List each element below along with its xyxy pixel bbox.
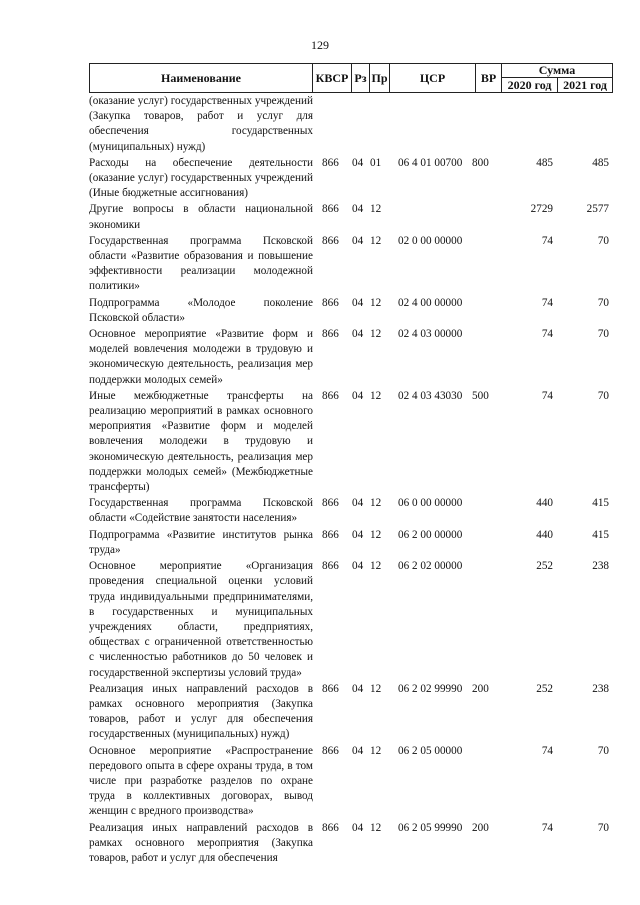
row-sum-2021: 70: [597, 328, 609, 341]
row-csr: 06 2 00 00000: [398, 528, 463, 541]
row-pr: 12: [370, 497, 382, 510]
row-rz: 04: [352, 497, 364, 510]
row-rz: 04: [352, 821, 364, 834]
table-row: [89, 202, 613, 232]
row-kvsr: 866: [322, 234, 339, 247]
row-rz: 04: [352, 744, 364, 757]
row-pr: 12: [370, 203, 382, 216]
row-sum-2020: 485: [536, 156, 553, 169]
row-sum-2021: 415: [592, 497, 609, 510]
row-sum-2021: 238: [592, 560, 609, 573]
row-name: Иные межбюджетные трансферты на реализацию мероприятий в рамках основного мероприятия «Развитие форм и моделей вовлечения молодежи в трудовую и экономическую деятельность, реализация мер поддержки молодых семей» (Межбюджетные трансферты): [89, 389, 313, 494]
row-kvsr: 866: [322, 156, 339, 169]
row-csr: 06 2 02 00000: [398, 560, 463, 573]
row-rz: 04: [352, 682, 364, 695]
table-row: [89, 821, 613, 867]
row-sum-2021: 70: [597, 744, 609, 757]
row-sum-2021: 2577: [586, 203, 609, 216]
row-pr: 12: [370, 296, 382, 309]
header-year-2021: 2021 год: [563, 77, 607, 92]
row-csr: 06 2 05 00000: [398, 744, 463, 757]
row-name: Основное мероприятие «Распространение передового опыта в сфере охраны труда, в том числе при разработке разделов по охране труда в коллективных договорах, вывод женщин с вредного производства»: [89, 744, 313, 818]
row-name: Реализация иных направлений расходов в рамках основного мероприятия (Закупка товаров, работ и услуг для обеспечения государственных (муниципальных) нужд): [89, 682, 313, 741]
row-sum-2020: 252: [536, 560, 553, 573]
row-sum-2021: 238: [592, 682, 609, 695]
row-pr: 12: [370, 389, 382, 402]
row-sum-2021: 485: [592, 156, 609, 169]
row-kvsr: 866: [322, 560, 339, 573]
row-csr: 06 2 02 99990: [398, 682, 463, 695]
row-csr: 06 4 01 00700: [398, 156, 463, 169]
table-row: [89, 496, 613, 526]
row-rz: 04: [352, 328, 364, 341]
row-sum-2020: 74: [541, 234, 553, 247]
table-row: [89, 296, 613, 326]
row-pr: 12: [370, 328, 382, 341]
row-name: Другие вопросы в области национальной экономики: [89, 203, 313, 231]
row-rz: 04: [352, 156, 364, 169]
row-pr: 12: [370, 528, 382, 541]
row-csr: 06 0 00 00000: [398, 497, 463, 510]
row-vr: 200: [472, 821, 489, 834]
row-rz: 04: [352, 560, 364, 573]
row-sum-2020: 74: [541, 328, 553, 341]
header-name: Наименование: [90, 64, 313, 92]
header-year-2020: 2020 год: [502, 78, 558, 92]
page-number: 129: [311, 38, 329, 52]
row-kvsr: 866: [322, 296, 339, 309]
table-body: [89, 94, 613, 867]
row-csr: 02 4 03 43030: [398, 389, 463, 402]
row-pr: 12: [370, 234, 382, 247]
row-pr: 01: [370, 156, 382, 169]
row-pr: 12: [370, 560, 382, 573]
row-sum-2020: 252: [536, 682, 553, 695]
table-row: [89, 94, 613, 155]
row-sum-2021: 415: [592, 528, 609, 541]
row-rz: 04: [352, 528, 364, 541]
row-sum-2020: 74: [541, 744, 553, 757]
row-rz: 04: [352, 296, 364, 309]
table-row: [89, 682, 613, 743]
header-sum: Сумма: [502, 64, 612, 78]
row-csr: 02 4 03 00000: [398, 328, 463, 341]
row-pr: 12: [370, 821, 382, 834]
row-kvsr: 866: [322, 497, 339, 510]
table-row: [89, 234, 613, 295]
row-vr: 800: [472, 156, 489, 169]
table-row: [89, 156, 613, 202]
row-sum-2020: 74: [541, 296, 553, 309]
table-row: [89, 327, 613, 388]
row-kvsr: 866: [322, 821, 339, 834]
row-pr: 12: [370, 744, 382, 757]
table-row: [89, 559, 613, 681]
row-rz: 04: [352, 389, 364, 402]
row-kvsr: 866: [322, 203, 339, 216]
row-sum-2021: 70: [597, 389, 609, 402]
row-kvsr: 866: [322, 328, 339, 341]
row-name: Основное мероприятие «Организация проведения специальной оценки условий труда индивидуальными предпринимателями, в государственных и муниципальных учреждениях области, предприятиях, обществах с ограниченной ответственностью с численностью работников до 50 человек и государственной экспертизы условий труда»: [89, 560, 313, 679]
header-vr: ВР: [476, 64, 502, 92]
row-vr: 200: [472, 682, 489, 695]
table-row: [89, 389, 613, 495]
row-sum-2020: 74: [541, 389, 553, 402]
header-pr: Пр: [370, 64, 390, 92]
row-sum-2020: 74: [541, 821, 553, 834]
row-name: (оказание услуг) государственных учреждений (Закупка товаров, работ и услуг для обеспечения государственных (муниципальных) нужд): [89, 95, 313, 153]
row-csr: 06 2 05 99990: [398, 821, 463, 834]
row-kvsr: 866: [322, 682, 339, 695]
row-csr: 02 0 00 00000: [398, 234, 463, 247]
row-sum-2020: 440: [536, 497, 553, 510]
table-row: [89, 528, 613, 558]
row-rz: 04: [352, 234, 364, 247]
row-csr: 02 4 00 00000: [398, 296, 463, 309]
row-name: Государственная программа Псковской области «Содействие занятости населения»: [89, 497, 313, 525]
row-vr: 500: [472, 389, 489, 402]
row-kvsr: 866: [322, 528, 339, 541]
row-pr: 12: [370, 682, 382, 695]
row-name: Подпрограмма «Молодое поколение Псковской области»: [89, 296, 313, 324]
row-rz: 04: [352, 203, 364, 216]
table-header: [89, 63, 613, 93]
row-kvsr: 866: [322, 389, 339, 402]
row-name: Государственная программа Псковской области «Развитие образования и повышение эффективности реализации молодежной политики»: [89, 234, 313, 293]
row-name: Расходы на обеспечение деятельности (оказание услуг) государственных учреждений (Иные бюджетные ассигнования): [89, 156, 313, 200]
header-kvsr: КВСР: [313, 64, 352, 92]
row-sum-2021: 70: [597, 234, 609, 247]
row-name: Подпрограмма «Развитие институтов рынка труда»: [89, 528, 313, 556]
header-csr: ЦСР: [390, 64, 476, 92]
header-rz: Рз: [352, 64, 370, 92]
table-row: [89, 744, 613, 820]
row-sum-2020: 2729: [530, 203, 553, 216]
row-name: Основное мероприятие «Развитие форм и моделей вовлечения молодежи в трудовую и экономическую деятельность, реализация мер поддержки молодых семей»: [89, 328, 313, 386]
row-sum-2021: 70: [597, 821, 609, 834]
row-sum-2020: 440: [536, 528, 553, 541]
row-sum-2021: 70: [597, 296, 609, 309]
row-kvsr: 866: [322, 744, 339, 757]
row-name: Реализация иных направлений расходов в рамках основного мероприятия (Закупка товаров, работ и услуг для обеспечения: [89, 821, 313, 864]
